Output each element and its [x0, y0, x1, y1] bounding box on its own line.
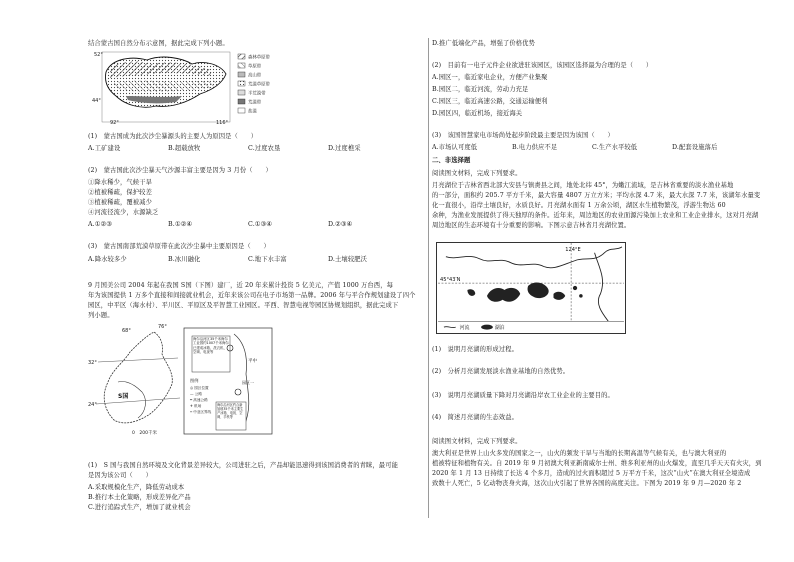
q6-option-b[interactable]: B.电力供应不足	[512, 144, 558, 151]
lon-92-label: 92°	[110, 120, 119, 126]
legend-alpine: 高山带	[248, 73, 262, 79]
lon-label: 124°E	[565, 246, 581, 253]
moon-lake	[487, 288, 520, 302]
passage4-line-3: 2020 年 1 月 13 日持续了长达 4 个多月，造成的过火面积超过 5 万平方千米，这次“山火”在澳大利亚全境造成	[432, 470, 751, 477]
legend-forest-steppe: 森林草原带	[248, 55, 270, 61]
park-label: 园区一	[242, 380, 254, 385]
q1-option-c[interactable]: C.过度农垦	[248, 145, 281, 152]
q1-option-a[interactable]: A.工矿建设	[88, 145, 121, 152]
legend-desert-steppe: 荒漠草原带	[248, 82, 270, 88]
open-question-4: (4) 简述月亮湖的生态效益。	[432, 414, 518, 421]
passage4-line-1: 澳大利亚是世界上山火多发的国家之一，山火的频发干旱与当地的长期高温等气候有关，也与澳大利亚的	[432, 450, 727, 457]
right-column	[432, 0, 792, 562]
river-nen	[595, 253, 609, 321]
open-question-1: (1) 说明月亮湖的形成过程。	[432, 346, 518, 353]
lat-32-label: 32°	[88, 360, 97, 366]
q6-option-a[interactable]: A.市场认可度低	[432, 144, 478, 151]
q4-option-a[interactable]: A.采取规模化生产，降低劳动成本	[88, 484, 185, 491]
mongolia-zones-map	[92, 50, 282, 126]
legend-river-icon	[444, 327, 456, 328]
intro-text: 结合蒙古国自然分布示意图，据此完成下列小题。	[88, 40, 229, 47]
passage2-line-3: 园区，中平区（海水村）、平川区、平原区及平智慧工业园区。平西、智慧电视等园区协规划组织，据此完成下	[88, 302, 399, 309]
open-question-2: (2) 分析月亮湖发展淡水渔业基地的自然优势。	[432, 368, 570, 375]
passage3-line-2: 的一部分，面积约 205.7 平方千米，最大容量 4807 万立方米；平均水深 4.7 米，最大水深 7.7 米，该湖年水量变	[432, 192, 761, 199]
legend-lake-icon	[481, 325, 493, 330]
lake-2	[528, 282, 549, 298]
q4-option-c[interactable]: C.进行追踪式生产，增加了就业机会	[88, 504, 191, 511]
q5-stem: (2) 目前有一电子元件企业欲进驻该园区，该园区选择最为合理的是（ ）	[432, 62, 653, 69]
passage4-line-4: 致数十人死亡，5 亿动物丧身火海，这次山火引起了世界各国的高度关注。下图为 2019 年 9 月—2020 年 2	[432, 480, 742, 487]
q3-option-c[interactable]: C.地下水丰富	[248, 256, 287, 263]
passage3-line-1: 月亮湖位于吉林省西北部大安县与镇赉县之间，地处北纬 45°，为嫩江流域，是吉林省重要的淡水渔业基地	[432, 182, 734, 189]
q2-option-b[interactable]: B.①②④	[168, 221, 193, 228]
q2-option-d[interactable]: D.②③④	[328, 221, 353, 228]
legend-title: 图例	[190, 378, 199, 383]
legend-desert: 荒漠带	[248, 100, 262, 106]
legend-steppe: 草原带	[248, 64, 262, 70]
lat-44-label: 44°	[92, 98, 101, 104]
read-instruction-1: 阅读图文材料，完成下列要求。	[432, 170, 522, 177]
q4-stem-line-1: (1) S 国与我国自然环境及文化背景差异较大，公司进驻之后，产品却能迅速得到该国消费者的青睐，最可能	[88, 462, 398, 469]
legend-lake-label: 湖泊	[494, 325, 505, 332]
q2-item-4: ④河流径流少，水源缺乏	[88, 209, 159, 216]
q2-option-c[interactable]: C.①③④	[248, 221, 273, 228]
legend-salt-desert: 盐漠	[248, 109, 257, 115]
q5-option-d[interactable]: D.园区四，临近机场，接近海关	[432, 110, 523, 117]
legend-semi-desert: 半荒漠带	[248, 91, 266, 97]
q3-option-a[interactable]: A.降水较多少	[88, 256, 127, 263]
passage3-line-3: 化一直很小，沿岸土壤良好，水质良好。月亮湖水面有 1 万余公顷，湖区水生植物繁茂，浮游生物达 60	[432, 202, 726, 209]
region-label: 平中	[248, 359, 257, 364]
q1-stem: (1) 蒙古国成为此次沙尘暴源头的主要人为原因是（ ）	[88, 133, 258, 140]
passage2-line-1: 9 月国美公司 2004 年起在我国 S国（下图）建厂，近 20 年来累计投资 5 亿美元，产值 1000 万台西，每	[88, 282, 393, 289]
section-heading: 二、非选择题	[432, 157, 471, 164]
lat-label: 45°43′N	[440, 277, 461, 284]
lake-3	[554, 292, 566, 300]
passage3-line-4: 余种，为渔业发展提供了得天独厚的条件。近年来，周边地区的农业面源污染加上农业和工业企业排水，这对月亮湖	[432, 212, 759, 219]
s-country-map	[88, 322, 278, 438]
inset-textbox-1-text: 海尔沿河区35千米海尔工业园约1007千米海尔已建成冰箱、洗衣机、空调、电视等	[193, 337, 229, 354]
passage2-line-4: 列小题。	[88, 312, 114, 319]
s-country-outline	[104, 332, 172, 423]
q4-option-d[interactable]: D.推广低端化产品，增强了价格优势	[432, 40, 535, 47]
lon-68-label: 68°	[122, 328, 131, 334]
lake-5	[573, 286, 577, 290]
q6-stem: (3) 该国智慧家电市场尚处起步阶段最主要是因为该国（ ）	[432, 132, 614, 139]
passage3-line-5: 周边地区的生态环境有十分重要的影响。下图示意吉林省月亮湖位置。	[432, 222, 631, 229]
q2-item-2: ②植被稀疏，保护较差	[88, 189, 152, 196]
q3-option-d[interactable]: D.土壤较肥沃	[328, 256, 368, 263]
q4-stem-line-2: 是因为该公司（ ）	[88, 472, 152, 479]
inset-textbox-2-text: 海尔沿河区约合新加坡35千米主要生产冰箱、电视、空调、手机等	[217, 403, 244, 419]
q2-stem: (2) 蒙古国此次沙尘暴天气沙源丰富主要是因为 3 月份（ ）	[88, 167, 272, 174]
left-column	[88, 0, 448, 562]
legend-river-label: 河流	[459, 325, 470, 332]
river-main	[446, 247, 622, 268]
q5-option-a[interactable]: A.园区一，临近家电企业，方便产业集聚	[432, 74, 548, 81]
q4-option-b[interactable]: B.推行本土化策略，形成差异化产品	[88, 494, 191, 501]
legend-item-5: ┅ 中亚区界线	[190, 410, 212, 414]
q2-option-a[interactable]: A.①②③	[88, 221, 112, 228]
lon-116-label: 116°	[216, 120, 229, 126]
scale-label: 0 200千米	[132, 431, 157, 436]
q6-option-d[interactable]: D.配套设施落后	[672, 144, 718, 151]
q1-option-b[interactable]: B.超载放牧	[168, 145, 201, 152]
read-instruction-2: 阅读图文材料，完成下列要求。	[432, 438, 522, 445]
lake-6	[579, 294, 583, 298]
passage2-line-2: 年为该国提供 1 万多个直接和间接就业机会，近年来该公司在电子市场第一品牌。2006 年与平合作规划建设了四个	[88, 292, 416, 299]
lake-4	[467, 289, 475, 296]
map1-legend	[238, 54, 271, 115]
lat-52-label: 52°	[94, 52, 103, 58]
legend-item-4: ✈ 机场	[190, 404, 202, 408]
q6-option-c[interactable]: C.生产水平较低	[592, 144, 638, 151]
q1-option-d[interactable]: D.过度樵采	[328, 145, 361, 152]
legend-item-3: ━ 高速公路	[190, 398, 208, 402]
q3-option-b[interactable]: B.冰川融化	[168, 256, 201, 263]
legend-item-2: — 公路	[190, 392, 202, 396]
legend-item-1: ◎ 园区位置	[190, 386, 209, 390]
passage4-line-2: 植被特征和植物有关。自 2019 年 9 月初澳大利亚新南威尔士州、维多利亚州的山火爆发，直至几乎天天有火灾，到	[432, 460, 762, 467]
q5-option-b[interactable]: B.园区二，临近河流，劳动力充足	[432, 86, 529, 93]
moon-lake-map	[436, 242, 626, 334]
q2-item-1: ①降水稀少，气候干旱	[88, 179, 152, 186]
q5-option-c[interactable]: C.园区三，临近高速公路，交通运输便利	[432, 98, 548, 105]
s-country-label: S国	[118, 393, 129, 400]
open-question-3: (3) 说明月亮湖质量下降对月亮湖沿岸农工业企业的主要目的。	[432, 392, 614, 399]
q3-stem: (3) 蒙古国南部荒漠草原带在此次沙尘暴中主要原因是（ ）	[88, 243, 270, 250]
q2-item-3: ③植被稀疏，覆被减少	[88, 199, 152, 206]
lat-24-label: 24°	[88, 402, 97, 408]
lon-76-label: 76°	[158, 324, 167, 330]
